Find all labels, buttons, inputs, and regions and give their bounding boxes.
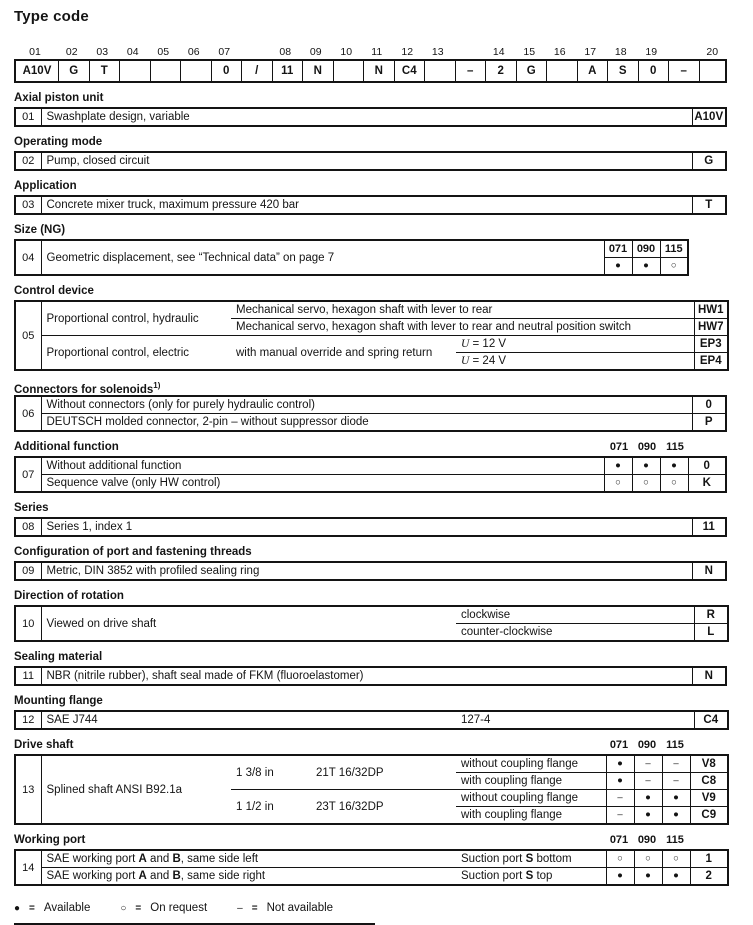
code-cell: T	[89, 61, 120, 81]
code-position-label: 12	[401, 46, 414, 58]
size-column-071: 071	[609, 441, 629, 453]
direction-of-rotation-table	[14, 605, 729, 642]
row-number: 14	[15, 850, 41, 885]
code-cell: A10V	[22, 65, 52, 77]
availability-dot: ●	[606, 868, 634, 886]
availability-legend	[14, 902, 727, 914]
section-title-control-device	[14, 284, 727, 298]
page-title: Type code	[14, 8, 89, 25]
availability-dot: ●	[662, 790, 690, 807]
control-device-table	[14, 300, 729, 371]
description-text: and	[146, 853, 173, 865]
code-cell	[699, 61, 730, 81]
section-title-text: Configuration of port and fastening threads	[14, 546, 252, 558]
code-value: A10V	[692, 108, 726, 126]
section-title-text: Axial piston unit	[14, 92, 104, 104]
code-cell	[119, 61, 150, 81]
size-column-115: 115	[666, 739, 684, 751]
code-value: 0	[688, 457, 726, 475]
sealing-material-table	[14, 666, 727, 686]
legend-item-not-available	[237, 902, 333, 914]
code-value: 1	[690, 850, 728, 868]
size-column-090: 090	[637, 441, 657, 453]
code-position-label: 20	[706, 46, 719, 58]
port-a-label: A	[138, 853, 147, 865]
control-group-label: Proportional control, hydraulic	[41, 301, 231, 336]
size-table	[14, 239, 689, 276]
flange-size-detail: 127-4	[461, 714, 491, 726]
code-cell	[180, 61, 211, 81]
section-title-text: Size (NG)	[14, 224, 66, 236]
row-number: 04	[15, 240, 41, 275]
row-description: Sequence valve (only HW control)	[46, 477, 221, 489]
availability-dot: ○	[606, 850, 634, 868]
section-title-text: Drive shaft	[14, 739, 74, 751]
equals-sign: =	[251, 902, 258, 914]
row-description: SAE J744	[46, 714, 98, 726]
code-value: C4	[694, 711, 728, 729]
code-position-label: 10	[340, 46, 353, 58]
code-position-label: 13	[431, 46, 444, 58]
code-cell	[424, 61, 455, 81]
code-separator-cell: –	[455, 61, 486, 81]
code-position-label: 14	[492, 46, 505, 58]
rotation-option: counter-clockwise	[461, 626, 553, 638]
code-value: HW1	[694, 301, 728, 319]
port-b-label: B	[172, 870, 181, 882]
description-text: , same side left	[180, 853, 259, 865]
description-text: and	[146, 870, 173, 882]
availability-dot: ●	[634, 807, 662, 825]
code-value: EP4	[694, 353, 728, 371]
code-cell	[546, 61, 577, 81]
size-column-115: 115	[666, 441, 684, 453]
description-text: top	[533, 870, 553, 882]
shaft-diameter: 1 3/8 in	[231, 755, 311, 790]
suction-port-option	[456, 850, 606, 868]
shaft-spline: 21T 16/32DP	[311, 755, 456, 790]
row-description: Swashplate design, variable	[46, 111, 190, 123]
row-number: 07	[15, 457, 41, 492]
section-title-application	[14, 179, 727, 193]
code-cell: 11	[272, 61, 303, 81]
description-text: Suction port	[461, 853, 526, 865]
size-column-090: 090	[632, 240, 660, 258]
open-dot-icon: ○	[120, 902, 127, 914]
code-value: 2	[690, 868, 728, 886]
code-position-label: 01	[29, 46, 41, 58]
section-title-text: Connectors for solenoids	[14, 383, 154, 396]
code-value: N	[692, 562, 726, 580]
availability-dot: ●	[662, 868, 690, 886]
description-text: Suction port	[461, 870, 526, 882]
code-position-label: 03	[96, 46, 109, 58]
row-description: Splined shaft ANSI B92.1a	[46, 783, 183, 796]
legend-label: On request	[150, 902, 208, 914]
code-position-label: 17	[584, 46, 597, 58]
size-columns-header	[605, 738, 689, 752]
availability-dot: ○	[632, 475, 660, 493]
code-value: 0	[692, 396, 726, 414]
port-s-label: S	[525, 870, 534, 882]
code-cell	[333, 61, 364, 81]
equals-sign: =	[29, 902, 35, 914]
section-title-connectors	[14, 379, 727, 396]
code-position-label: 04	[126, 46, 139, 58]
section-title-text: Application	[14, 180, 77, 192]
row-description: Viewed on drive shaft	[46, 617, 157, 630]
section-title-operating-mode	[14, 135, 727, 149]
row-number: 09	[15, 562, 41, 580]
code-cell: S	[607, 61, 638, 81]
shaft-diameter: 1 1/2 in	[236, 800, 274, 813]
row-number: 12	[15, 711, 41, 729]
code-value: 11	[692, 518, 726, 536]
code-cell: 0	[211, 61, 242, 81]
availability-dot: –	[662, 773, 690, 790]
description-text: SAE working port	[46, 853, 139, 865]
size-column-071: 071	[609, 834, 629, 846]
axial-piston-unit-table	[14, 107, 727, 127]
section-title-series	[14, 501, 727, 515]
code-separator-cell: /	[241, 61, 272, 81]
row-number: 10	[15, 606, 41, 641]
port-s-label: S	[525, 853, 534, 865]
section-title-working-port	[14, 833, 727, 847]
size-columns-header	[605, 440, 689, 454]
shaft-spline: 23T 16/32DP	[316, 800, 384, 813]
code-position-label: 15	[523, 46, 536, 58]
size-column-090: 090	[637, 739, 657, 751]
code-position-label: 16	[553, 46, 566, 58]
code-value: EP3	[694, 336, 728, 353]
availability-dot: ○	[660, 258, 688, 276]
drive-shaft-table	[14, 754, 729, 825]
section-title-size	[14, 223, 727, 237]
section-title-text: Operating mode	[14, 136, 103, 148]
code-cell: C4	[394, 61, 425, 81]
availability-dot: ●	[604, 457, 632, 475]
availability-dot: –	[606, 807, 634, 825]
availability-dot: ●	[662, 807, 690, 825]
availability-dot: ●	[606, 755, 634, 773]
rotation-option: clockwise	[456, 606, 694, 624]
availability-dot: ○	[604, 475, 632, 493]
description-text: bottom	[533, 853, 572, 865]
availability-dot: ●	[660, 457, 688, 475]
code-position-label: 11	[371, 46, 383, 58]
availability-dot: ●	[632, 258, 660, 276]
section-title-mounting-flange	[14, 694, 727, 708]
section-title-text: Direction of rotation	[14, 590, 124, 602]
mounting-flange-table	[14, 710, 729, 730]
coupling-option: with coupling flange	[461, 809, 563, 821]
voltage-option	[456, 336, 694, 353]
code-value: R	[694, 606, 728, 624]
section-title-port-configuration	[14, 545, 727, 559]
code-value: HW7	[694, 319, 728, 336]
code-position-label	[453, 46, 484, 59]
port-a-label: A	[138, 870, 147, 882]
row-description	[41, 850, 456, 868]
code-position-numbers	[14, 46, 727, 59]
availability-dot: ●	[634, 790, 662, 807]
working-port-table	[14, 849, 729, 886]
suction-port-option	[456, 868, 606, 886]
row-number: 01	[15, 108, 41, 126]
legend-label: Available	[43, 902, 91, 914]
footnote-marker: 1)	[153, 381, 161, 390]
row-description: Metric, DIN 3852 with profiled sealing ring	[46, 565, 260, 577]
availability-dot: –	[606, 790, 634, 807]
code-position-label: 06	[187, 46, 200, 58]
coupling-option: with coupling flange	[456, 773, 606, 790]
row-number: 13	[15, 755, 41, 824]
row-description: Without additional function	[41, 457, 604, 475]
row-number: 11	[15, 667, 41, 685]
availability-dot: –	[662, 755, 690, 773]
dash-icon: –	[237, 902, 243, 914]
row-description: DEUTSCH molded connector, 2-pin – without suppressor diode	[46, 416, 369, 428]
code-value: T	[692, 196, 726, 214]
row-description: Pump, closed circuit	[46, 155, 150, 167]
availability-dot: ○	[634, 850, 662, 868]
row-description: Without connectors (only for purely hydraulic control)	[41, 396, 692, 414]
row-description	[41, 868, 456, 886]
section-title-axial-piston-unit	[14, 91, 727, 105]
connectors-table	[14, 395, 727, 432]
availability-dot: ○	[660, 475, 688, 493]
size-column-115: 115	[660, 240, 688, 258]
voltage-symbol: U	[461, 338, 470, 350]
section-title-text: Working port	[14, 834, 86, 846]
code-position-label: 18	[614, 46, 627, 58]
section-title-text: Control device	[14, 285, 94, 297]
section-title-text: Sealing material	[14, 651, 103, 663]
code-value: K	[688, 475, 726, 493]
code-value: V9	[690, 790, 728, 807]
coupling-option: without coupling flange	[456, 755, 606, 773]
voltage-value: = 12 V	[469, 338, 507, 350]
legend-item-on-request	[120, 902, 207, 914]
size-column-071: 071	[604, 240, 632, 258]
voltage-value: = 24 V	[469, 355, 507, 367]
row-description: with manual override and spring return	[236, 346, 433, 359]
row-number: 06	[15, 396, 41, 431]
section-title-direction-of-rotation	[14, 589, 727, 603]
section-title-text: Mounting flange	[14, 695, 103, 707]
availability-dot: ●	[634, 868, 662, 886]
row-description: Geometric displacement, see “Technical data” on page 7	[46, 251, 335, 264]
code-position-label: 09	[309, 46, 322, 58]
availability-dot: ●	[632, 457, 660, 475]
availability-dot: ●	[606, 773, 634, 790]
control-group-label: Proportional control, electric	[46, 346, 190, 359]
code-value: N	[692, 667, 726, 685]
section-title-drive-shaft	[14, 738, 727, 752]
code-position-label: 05	[157, 46, 170, 58]
code-value: P	[692, 414, 726, 432]
row-description: NBR (nitrile rubber), shaft seal made of FKM (fluoroelastomer)	[46, 670, 364, 682]
code-position-label	[239, 46, 270, 59]
port-configuration-table	[14, 561, 727, 581]
section-title-sealing-material	[14, 650, 727, 664]
code-value: L	[694, 624, 728, 642]
section-title-text: Additional function	[14, 441, 119, 453]
row-number: 03	[15, 196, 41, 214]
port-b-label: B	[172, 853, 181, 865]
row-number: 02	[15, 152, 41, 170]
additional-function-table	[14, 456, 727, 493]
size-column-090: 090	[637, 834, 657, 846]
code-value: C9	[690, 807, 728, 825]
voltage-option	[456, 353, 694, 371]
code-value: V8	[690, 755, 728, 773]
legend-label: Not available	[266, 902, 334, 914]
row-description: Mechanical servo, hexagon shaft with lever to rear and neutral position switch	[231, 319, 694, 336]
code-position-label: 02	[65, 46, 78, 58]
availability-dot: –	[634, 755, 662, 773]
row-description: Series 1, index 1	[46, 521, 133, 533]
operating-mode-table	[14, 151, 727, 171]
coupling-option: without coupling flange	[456, 790, 606, 807]
availability-dot: –	[634, 773, 662, 790]
row-description: Mechanical servo, hexagon shaft with lever to rear	[231, 301, 694, 319]
size-columns-header	[605, 833, 689, 847]
code-cell: N	[363, 61, 394, 81]
application-table	[14, 195, 727, 215]
code-position-label: 19	[645, 46, 658, 58]
code-value: G	[692, 152, 726, 170]
availability-dot: ●	[604, 258, 632, 276]
description-text: SAE working port	[46, 870, 139, 882]
row-number: 05	[15, 301, 41, 370]
code-position-label: 08	[279, 46, 292, 58]
code-cell	[150, 61, 181, 81]
code-cell: G	[58, 61, 89, 81]
filled-dot-icon: ●	[14, 902, 21, 914]
size-column-115: 115	[666, 834, 684, 846]
code-separator-cell: –	[668, 61, 699, 81]
voltage-symbol: U	[461, 355, 470, 367]
equals-sign: =	[135, 902, 142, 914]
code-value: C8	[690, 773, 728, 790]
code-cell: G	[516, 61, 547, 81]
type-code-bar	[14, 59, 727, 83]
code-position-label	[666, 46, 697, 59]
description-text: , same side right	[180, 870, 266, 882]
code-position-label: 07	[218, 46, 231, 58]
row-description: Concrete mixer truck, maximum pressure 420 bar	[46, 199, 299, 211]
section-title-text: Series	[14, 502, 49, 514]
series-table	[14, 517, 727, 537]
code-cell: 2	[485, 61, 516, 81]
section-title-additional-function	[14, 440, 727, 454]
availability-dot: ○	[662, 850, 690, 868]
row-number: 08	[15, 518, 41, 536]
legend-item-available	[14, 902, 90, 914]
size-column-071: 071	[609, 739, 629, 751]
code-cell: 0	[638, 61, 669, 81]
code-cell: A	[577, 61, 608, 81]
code-cell: N	[302, 61, 333, 81]
